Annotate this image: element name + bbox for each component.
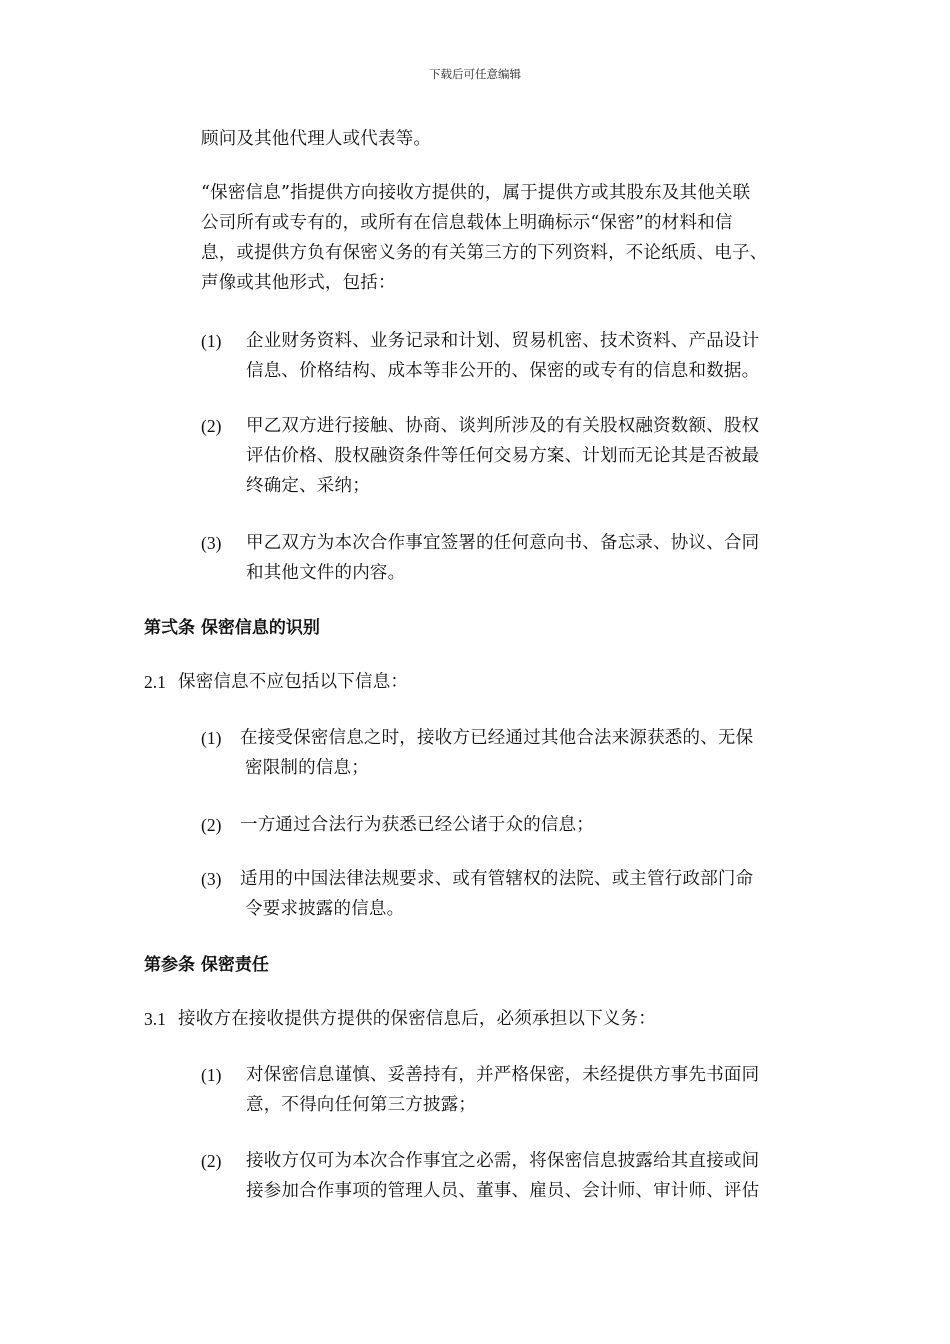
list-item-text xyxy=(246,528,759,588)
definition-line: 息，或提供方负有保密义务的有关第三方的下列资料，不论纸质、电子、 xyxy=(201,243,768,263)
list-item-line: 在接受保密信息之时，接收方已经通过其他合法来源获悉的、无保 xyxy=(240,728,754,748)
list-item-line: 和其他文件的内容。 xyxy=(246,563,406,583)
list-item-number: (1) xyxy=(201,728,222,748)
list-item-text xyxy=(246,1146,759,1206)
list-item-line: 接收方仅可为本次合作事宜之必需，将保密信息披露给其直接或间 xyxy=(246,1151,760,1171)
article-heading: 第参条 保密责任 xyxy=(144,955,269,975)
list-item-number: (2) xyxy=(201,416,222,436)
list-item-text xyxy=(246,411,759,501)
list-item-line: 终确定、采纳； xyxy=(246,476,370,496)
list-item-line: 评估价格、股权融资条件等任何交易方案、计划而无论其是否被最 xyxy=(246,446,760,466)
list-item-line: 密限制的信息； xyxy=(245,758,369,778)
list-item-line: 企业财务资料、业务记录和计划、贸易机密、技术资料、产品设计 xyxy=(246,331,760,351)
list-item-text xyxy=(246,326,759,386)
clause-number: 3.1 xyxy=(144,1009,166,1029)
page-header: 下载后可任意编辑 xyxy=(429,67,521,81)
list-item-line: 令要求披露的信息。 xyxy=(245,899,405,919)
definition-line: “保密信息”指提供方向接收方提供的，属于提供方或其股东及其他关联 xyxy=(201,183,751,203)
list-item-line: 甲乙双方进行接触、协商、谈判所涉及的有关股权融资数额、股权 xyxy=(246,416,760,436)
clause-text: 接收方在接收提供方提供的保密信息后，必须承担以下义务： xyxy=(178,1009,656,1029)
list-item-number: (2) xyxy=(201,1151,222,1171)
article-heading: 第弍条 保密信息的识别 xyxy=(144,618,320,638)
list-item-text xyxy=(246,1060,759,1120)
list-item-number: (3) xyxy=(201,869,222,889)
list-item-line: 甲乙双方为本次合作事宜签署的任何意向书、备忘录、协议、合同 xyxy=(246,533,760,553)
intro-paragraph xyxy=(201,124,431,154)
list-item-number: (3) xyxy=(201,533,222,553)
list-item-number: (2) xyxy=(201,815,222,835)
list-item-text xyxy=(240,810,594,840)
list-item-line: 信息、价格结构、成本等非公开的、保密的或专有的信息和数据。 xyxy=(246,361,760,381)
list-item-text xyxy=(240,723,753,783)
list-item-line: 适用的中国法律法规要求、或有管辖权的法院、或主管行政部门命 xyxy=(240,869,754,889)
list-item-line: 接参加合作事项的管理人员、董事、雇员、会计师、审计师、评估 xyxy=(246,1181,760,1201)
definition-paragraph xyxy=(201,178,767,298)
list-item-text xyxy=(240,864,753,924)
clause-number: 2.1 xyxy=(144,672,166,692)
definition-line: 公司所有或专有的，或所有在信息载体上明确标示“保密”的材料和信 xyxy=(201,213,733,233)
list-item-line: 对保密信息谨慎、妥善持有，并严格保密，未经提供方事先书面同 xyxy=(246,1065,760,1085)
list-item-number: (1) xyxy=(201,331,222,351)
list-item-line: 意，不得向任何第三方披露； xyxy=(246,1095,477,1115)
list-item-number: (1) xyxy=(201,1065,222,1085)
clause-text: 保密信息不应包括以下信息： xyxy=(178,672,409,692)
definition-line: 声像或其他形式，包括： xyxy=(201,273,396,293)
intro-line: 顾问及其他代理人或代表等。 xyxy=(201,129,432,149)
list-item-line: 一方通过合法行为获悉已经公诸于众的信息； xyxy=(240,815,594,835)
